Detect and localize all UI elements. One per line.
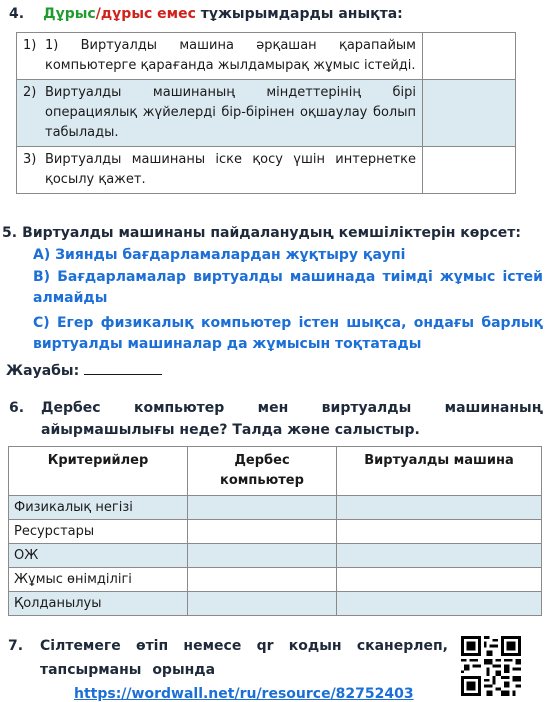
wordwall-link[interactable]: https://wordwall.net/ru/resource/82752403 bbox=[74, 686, 414, 702]
table-row bbox=[9, 520, 542, 544]
task5-option-a: A) Зиянды бағдарламалардан жұқтыру қаупі bbox=[33, 247, 406, 263]
answer-cell[interactable] bbox=[423, 147, 516, 194]
statement-text: 1) Виртуалды машина әрқашан қарапайым компьютерге қарағанда жылдамырақ жұмыс істейді. bbox=[45, 38, 416, 73]
statement-cell bbox=[17, 33, 423, 80]
table-row bbox=[9, 544, 542, 568]
pc-cell[interactable] bbox=[188, 520, 337, 544]
table-row bbox=[9, 568, 542, 592]
task5-heading bbox=[2, 222, 521, 241]
header-vm: Виртуалды машина bbox=[337, 447, 542, 496]
table-row bbox=[9, 496, 542, 520]
pc-cell[interactable] bbox=[188, 592, 337, 616]
task6-title-line1: Дербес компьютер мен виртуалды машинаның bbox=[41, 400, 543, 416]
qr-code-icon[interactable] bbox=[461, 636, 521, 696]
criteria-cell: Қолданылуы bbox=[9, 592, 188, 616]
criteria-cell: ОЖ bbox=[9, 544, 188, 568]
statement-text: Виртуалды машинаның міндеттерінің бірі операциялық жүйелерді бір-бірінен оқшаулау болып табылады. bbox=[45, 85, 416, 140]
task7-text-line2: тапсырманы орында bbox=[40, 662, 216, 678]
statement-text: Виртуалды машинаны іске қосу үшін интернетке қосылу қажет. bbox=[45, 152, 416, 187]
task4-title-false: дұрыс емес bbox=[100, 6, 196, 22]
vm-cell[interactable] bbox=[337, 568, 542, 592]
answer-label: Жауабы: bbox=[6, 363, 80, 379]
vm-cell[interactable] bbox=[337, 520, 542, 544]
answer-blank[interactable] bbox=[84, 360, 162, 375]
task7-number: 7. bbox=[8, 638, 24, 654]
answer-cell[interactable] bbox=[423, 80, 516, 147]
vm-cell[interactable] bbox=[337, 496, 542, 520]
table-row bbox=[9, 592, 542, 616]
statement-number: 1) bbox=[23, 38, 37, 53]
task6-number: 6. bbox=[9, 400, 25, 416]
vm-cell[interactable] bbox=[337, 592, 542, 616]
task7-text-line1: Сілтемеге өтіп немесе qr кодын сканерлеп, bbox=[40, 638, 448, 654]
task5-number: 5. bbox=[2, 225, 18, 241]
answer-cell[interactable] bbox=[423, 33, 516, 80]
criteria-cell: Ресурстары bbox=[9, 520, 188, 544]
task5-answer bbox=[6, 360, 162, 379]
task7-link-wrap bbox=[74, 683, 414, 702]
statement-cell bbox=[17, 80, 423, 147]
task6-title-line2: айырмашылығы неде? Талда және салыстыр. bbox=[41, 422, 420, 438]
statement-number: 2) bbox=[23, 85, 37, 100]
statement-number: 3) bbox=[23, 152, 37, 167]
task7-block bbox=[8, 634, 448, 682]
criteria-cell: Жұмыс өнімділігі bbox=[9, 568, 188, 592]
task4-row bbox=[17, 33, 516, 80]
task4-row bbox=[17, 147, 516, 194]
header-criteria: Критерийлер bbox=[9, 447, 188, 496]
task4-heading bbox=[9, 3, 403, 22]
task6-header-row bbox=[9, 447, 542, 496]
task5-option-c: C) Егер физикалық компьютер істен шықса, ондағы барлық виртуалды машиналар да жұмысын тоқтатады bbox=[33, 315, 543, 352]
task4-number: 4. bbox=[9, 6, 25, 22]
task6-heading bbox=[9, 397, 543, 441]
task5-title: Виртуалды машинаны пайдаланудың кемшіліктерін көрсет: bbox=[22, 225, 521, 241]
task4-title-true: Дұрыс bbox=[43, 6, 96, 22]
statement-cell bbox=[17, 147, 423, 194]
task5-option-b: B) Бағдарламалар виртуалды машинада тиімді жұмыс істей алмайды bbox=[33, 269, 543, 306]
pc-cell[interactable] bbox=[188, 568, 337, 592]
header-pc: Дербес компьютер bbox=[188, 447, 337, 496]
pc-cell[interactable] bbox=[188, 496, 337, 520]
pc-cell[interactable] bbox=[188, 544, 337, 568]
task4-table bbox=[16, 32, 516, 194]
task4-title-sep: / bbox=[95, 6, 101, 22]
task4-row bbox=[17, 80, 516, 147]
task6-table bbox=[8, 446, 542, 616]
vm-cell[interactable] bbox=[337, 544, 542, 568]
task4-title-rest: тұжырымдарды анықта: bbox=[195, 6, 403, 22]
criteria-cell: Физикалық негізі bbox=[9, 496, 188, 520]
